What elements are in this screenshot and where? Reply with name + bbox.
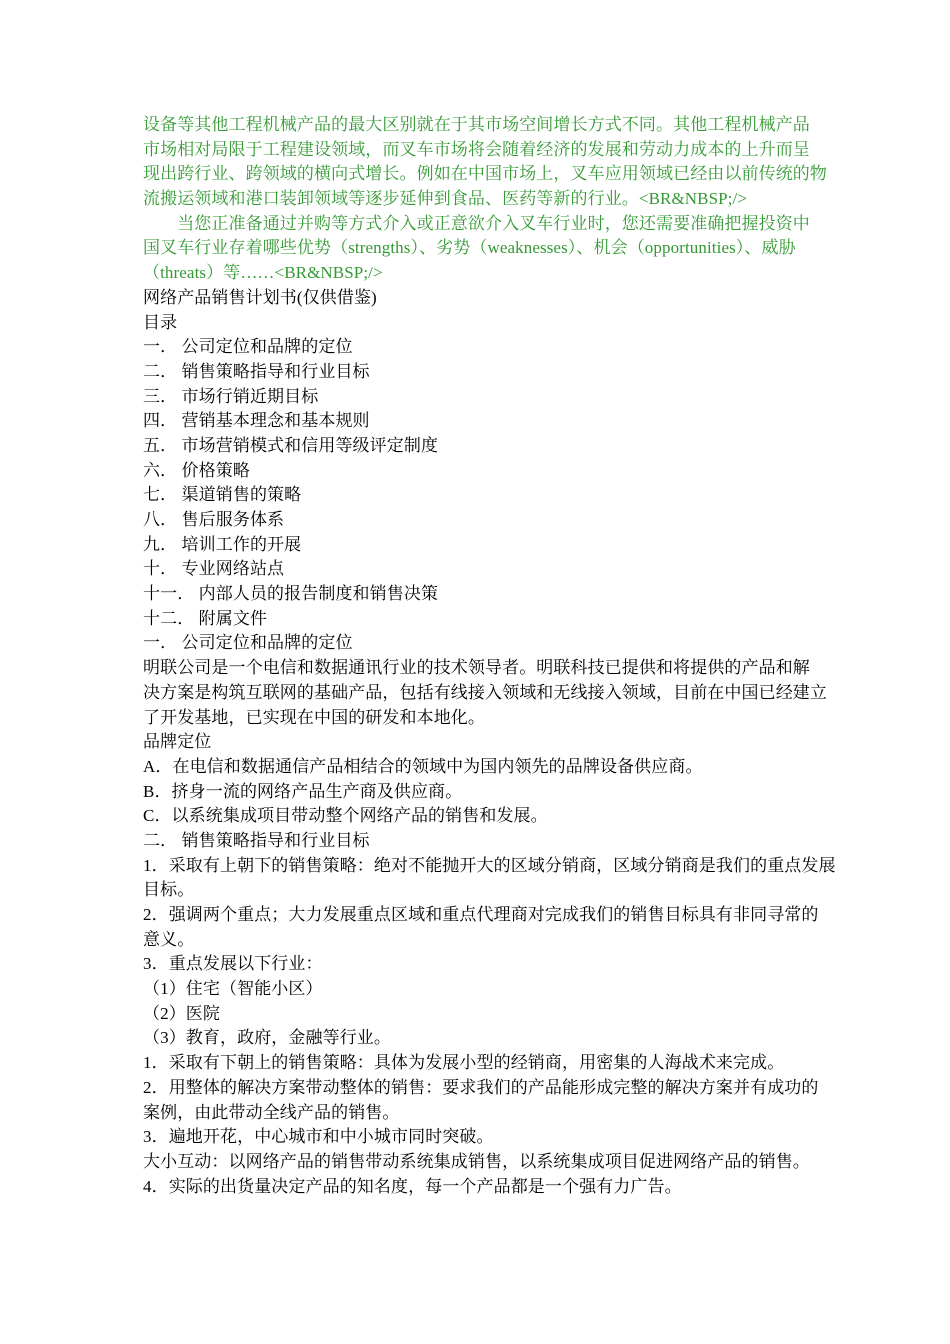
- text-line: 1．采取有下朝上的销售策略：具体为发展小型的经销商，用密集的人海战术来完成。: [143, 1053, 785, 1073]
- text-line: 了开发基地，已实现在中国的研发和本地化。: [143, 707, 485, 727]
- text-line: 十一． 内部人员的报告制度和销售决策: [143, 584, 439, 604]
- forklift-intro-paragraph-1: [143, 113, 833, 212]
- text-line: 大小互动：以网络产品的销售带动系统集成销售，以系统集成项目促进网络产品的销售。: [143, 1151, 810, 1171]
- forklift-intro-paragraph-2: [143, 212, 833, 286]
- text-line: 六． 价格策略: [143, 460, 250, 480]
- section-1-heading: [143, 631, 833, 656]
- text-line: 目标。: [143, 880, 195, 900]
- text-line: 七． 渠道销售的策略: [143, 485, 302, 505]
- text-line: 意义。: [143, 929, 195, 949]
- text-line: 八． 售后服务体系: [143, 510, 285, 529]
- text-line: 市场相对局限于工程建设领域，而叉车市场将会随着经济的发展和劳动力成本的上升而呈: [143, 139, 810, 159]
- text-line: 二． 销售策略指导和行业目标: [143, 830, 370, 850]
- section-2-heading: [143, 829, 833, 854]
- text-line: 一． 公司定位和品牌的定位: [143, 337, 353, 357]
- text-line: 网络产品销售计划书(仅供借鉴): [143, 287, 377, 307]
- text-line: 四． 营销基本理念和基本规则: [143, 411, 370, 431]
- text-line: 3．遍地开花，中心城市和中小城市同时突破。: [143, 1127, 494, 1147]
- text-line: 九． 培训工作的开展: [143, 534, 302, 554]
- plan-title: [143, 286, 833, 311]
- text-line: 2．用整体的解决方案带动整体的销售：要求我们的产品能形成完整的解决方案并有成功的: [143, 1077, 819, 1097]
- text-line: 五． 市场营销模式和信用等级评定制度: [143, 435, 439, 455]
- toc-items: [143, 335, 833, 631]
- text-line: 十． 专业网络站点: [143, 559, 285, 579]
- text-line: （3）教育，政府，金融等行业。: [143, 1028, 391, 1048]
- text-line: 十二． 附属文件: [143, 608, 268, 628]
- text-line: 案例，由此带动全线产品的销售。: [143, 1102, 400, 1122]
- text-line: （2）医院: [143, 1003, 220, 1023]
- text-line: 现出跨行业、跨领域的横向式增长。例如在中国市场上，叉车应用领域已经由以前传统的物: [143, 164, 827, 184]
- brand-positioning-items: [143, 755, 833, 829]
- text-line: B．挤身一流的网络产品生产商及供应商。: [143, 781, 463, 801]
- toc-heading: [143, 311, 833, 336]
- text-line: 一． 公司定位和品牌的定位: [143, 633, 353, 653]
- text-line: 1．采取有上朝下的销售策略：绝对不能抛开大的区域分销商，区域分销商是我们的重点发展: [143, 855, 836, 875]
- text-line: 流搬运领域和港口装卸领域等逐步延伸到食品、医药等新的行业。<BR&NBSP;/>: [143, 189, 748, 209]
- text-line: 决方案是构筑互联网的基础产品，包括有线接入领域和无线接入领域，目前在中国已经建立: [143, 682, 827, 702]
- text-line: 2．强调两个重点；大力发展重点区域和重点代理商对完成我们的销售目标具有非同寻常的: [143, 905, 819, 924]
- text-line: A．在电信和数据通信产品相结合的领域中为国内领先的品牌设备供应商。: [143, 756, 703, 776]
- text-line: 设备等其他工程机械产品的最大区别就在于其市场空间增长方式不同。其他工程机械产品: [143, 115, 810, 134]
- text-line: 明联公司是一个电信和数据通讯行业的技术领导者。明联科技已提供和将提供的产品和解: [143, 658, 810, 678]
- text-line: 当您正准备通过并购等方式介入或正意欲介入叉车行业时，您还需要准确把握投资中: [143, 213, 810, 233]
- company-positioning-paragraph: [143, 656, 833, 730]
- document-content: [143, 113, 836, 1199]
- text-line: 二． 销售策略指导和行业目标: [143, 361, 370, 381]
- text-line: 国叉车行业存着哪些优势（strengths）、劣势（weaknesses）、机会（opportunities）、威胁: [143, 238, 796, 258]
- text-line: 4．实际的出货量决定产品的知名度，每一个产品都是一个强有力广告。: [143, 1176, 682, 1196]
- text-line: 品牌定位: [143, 732, 212, 752]
- text-line: 3．重点发展以下行业：: [143, 954, 323, 974]
- brand-positioning-heading: [143, 730, 833, 755]
- text-line: C．以系统集成项目带动整个网络产品的销售和发展。: [143, 806, 548, 826]
- text-line: 目录: [143, 312, 178, 332]
- sales-strategy-items: [143, 854, 836, 1200]
- text-line: （1）住宅（智能小区）: [143, 979, 323, 999]
- text-line: 三． 市场行销近期目标: [143, 386, 319, 406]
- text-line: （threats）等……<BR&NBSP;/>: [143, 263, 383, 283]
